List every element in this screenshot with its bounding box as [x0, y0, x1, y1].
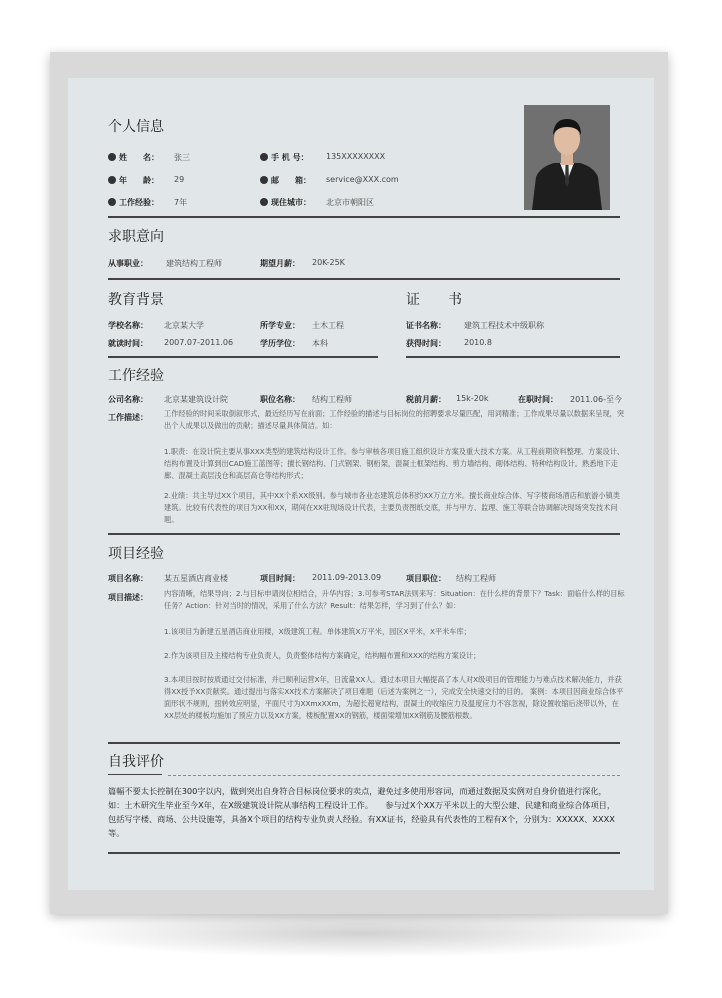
project-role-label: 项目职位： — [406, 574, 446, 583]
age-icon — [108, 176, 116, 184]
self-dashed-rule — [168, 775, 620, 776]
project-item-1: 1.该项目为新建五星酒店商业用楼，X级建筑工程。单体建筑X万平米，园区X平米，X平米车库； — [164, 627, 471, 636]
study-period-label: 就读时间： — [108, 339, 148, 348]
city-value: 北京市朝阳区 — [326, 198, 374, 207]
work-desc-label: 工作描述： — [108, 413, 148, 422]
project-desc-label: 项目描述： — [108, 593, 148, 602]
self-title-underline — [108, 774, 162, 775]
exp-label: 工作经验： — [108, 197, 159, 208]
name-value: 张三 — [174, 153, 190, 162]
email-value: service@XXX.com — [326, 175, 399, 184]
project-desc-paragraph: 内容清晰，结果导向；2.与目标申请岗位相结合，升华内容；3.可参考STAR法则来写：Situation：在什么样的背景下？Task：面临什么样的目标任务？Action：针对当时的情况，采用了什么方法？Result：结果怎样，学习到了什么？如： — [164, 589, 625, 610]
project-name-label: 项目名称： — [108, 574, 148, 583]
divider-cert — [406, 356, 620, 358]
project-item-3: 3.本项目按时按质通过交付标准，并已顺利运营X年，日流量XX人。通过本项目大幅提高了本人对X级项目的管理能力与难点技术解决能力，并获得XX授予XX贡献奖。通过提出与落实XX技术方案解决了项目难题（后述为案例之一），完成安全快速交付的目的。 案例：本项目因商业综合体平面形状不规则，扭转效应明显，平面尺寸为XXmxXXm，为超长超宽结构，混凝土的收缩应力及温度应力不容忽视，除设置收缩后浇带以外，在XX层处的楼板均施加了预应力以及XX方案，楼板配置XX的钢筋，楼面梁增加XX钢筋及腰筋根数。 — [164, 675, 624, 720]
page-shadow — [48, 908, 674, 958]
divider-work — [108, 533, 620, 535]
project-name-value: 某五星酒店商业楼 — [164, 574, 228, 583]
divider-self — [108, 852, 620, 854]
section-title-work: 工作经验 — [108, 368, 164, 384]
pretax-salary-label: 税前月薪： — [406, 395, 446, 404]
experience-icon — [108, 198, 116, 206]
study-period-value: 2007.07-2011.06 — [164, 338, 234, 347]
cert-name-label: 证书名称： — [406, 321, 446, 330]
person-portrait-icon — [524, 105, 610, 210]
section-title-cert: 证 书 — [406, 292, 462, 308]
section-title-education: 教育背景 — [108, 292, 164, 308]
expected-salary-value: 20K-25K — [312, 258, 345, 267]
self-evaluation-text: 篇幅不要太长控制在300字以内，做到突出自身符合目标岗位要求的卖点，避免过多使用形容词，而通过数据及实例对自身价值进行深化，如：土木研究生毕业至今X年，在X级建筑设计院从事结构工程设计工作。 参与过X个XX万平米以上的大型公建、民建和商业综合体项目，包括写字楼、商场、公共设施等，具备X个项目的结构专业负责人经验。有XX证书，经验具有代表性的工程有X个，分别为：XXXXX、XXXX等。 — [108, 786, 616, 838]
phone-label: 手 机 号： — [260, 152, 309, 163]
expected-salary-label: 期望月薪： — [260, 259, 300, 268]
cert-date-value: 2010.8 — [464, 338, 492, 347]
tenure-value: 2011.06-至今 — [570, 395, 622, 404]
name-label: 姓 名： — [108, 152, 159, 163]
job-label: 从事职业： — [108, 259, 148, 268]
section-title-intent: 求职意向 — [108, 229, 164, 245]
company-label: 公司名称： — [108, 395, 148, 404]
phone-value: 135XXXXXXXX — [326, 152, 386, 161]
age-value: 29 — [174, 175, 185, 184]
school-label: 学校名称： — [108, 321, 148, 330]
exp-value: 7年 — [174, 198, 188, 207]
pretax-salary-value: 15k-20k — [456, 394, 489, 403]
section-title-self: 自我评价 — [108, 754, 164, 770]
major-value: 土木工程 — [312, 321, 344, 330]
degree-value: 本科 — [312, 339, 328, 348]
work-achievement-paragraph: 2.业绩：共主导过XX个项目，其中XX个系XX级别。参与城市各业态建筑总体积约XX万立方米。擅长商业综合体、写字楼商场酒店和旅游小镇类建筑。比较有代表性的项目为XX和XX，期间在XX驻现场设计代表，主要负责图纸交底，并与甲方、监理、施工等联合协调解决现场突发技术问题。 — [164, 491, 620, 524]
age-label: 年 龄： — [108, 175, 159, 186]
city-label: 现住城市： — [260, 197, 311, 208]
tenure-label: 在职时间： — [518, 395, 558, 404]
project-role-value: 结构工程师 — [456, 574, 496, 583]
email-label: 邮 箱： — [260, 175, 311, 186]
email-icon — [260, 176, 268, 184]
work-duty-paragraph: 1.职责：在设计院主要从事XXX类型的建筑结构设计工作。参与审核各项目施工组织设计方案及重大技术方案。从工程前期资料整理、方案设计、结构布置及计算到出CAD施工蓝图等；擅长钢结构、门式钢架、钢桁架，混凝土框架结构、剪力墙结构、砌体结构、特种结构设计。熟悉地下走廊、混凝土高层浅仓和高层高仓等结构形式； — [164, 447, 625, 480]
section-title-project: 项目经验 — [108, 546, 164, 562]
project-item-2: 2.作为该项目及主楼结构专业负责人，负责整体结构方案确定，结构幅布置和XXX的结构方案设计； — [164, 651, 481, 660]
position-label: 职位名称： — [260, 395, 300, 404]
school-value: 北京某大学 — [164, 321, 204, 330]
work-desc-paragraph: 工作经验的时间采取倒叙形式，最近经历写在前面；工作经验的描述与目标岗位的招聘要求尽量匹配，用词精准；工作成果尽量以数据来呈现，突出个人成果以及做出的贡献；描述尽量具体简洁。如： — [164, 409, 625, 430]
major-label: 所学专业： — [260, 321, 300, 330]
position-value: 结构工程师 — [312, 395, 352, 404]
divider-basic — [108, 216, 620, 218]
divider-project — [108, 742, 620, 744]
company-value: 北京某建筑设计院 — [164, 395, 228, 404]
job-value: 建筑结构工程师 — [166, 259, 222, 268]
user-icon — [108, 153, 116, 161]
project-time-label: 项目时间： — [260, 574, 300, 583]
degree-label: 学历学位： — [260, 339, 300, 348]
cert-date-label: 获得时间： — [406, 339, 446, 348]
cert-name-value: 建筑工程技术中级职称 — [464, 321, 544, 330]
phone-icon — [260, 153, 268, 161]
divider-education — [108, 356, 378, 358]
profile-photo — [524, 105, 610, 210]
location-icon — [260, 198, 268, 206]
divider-intent — [108, 278, 620, 280]
section-title-basic: 个人信息 — [108, 119, 164, 135]
project-time-value: 2011.09-2013.09 — [312, 573, 382, 582]
